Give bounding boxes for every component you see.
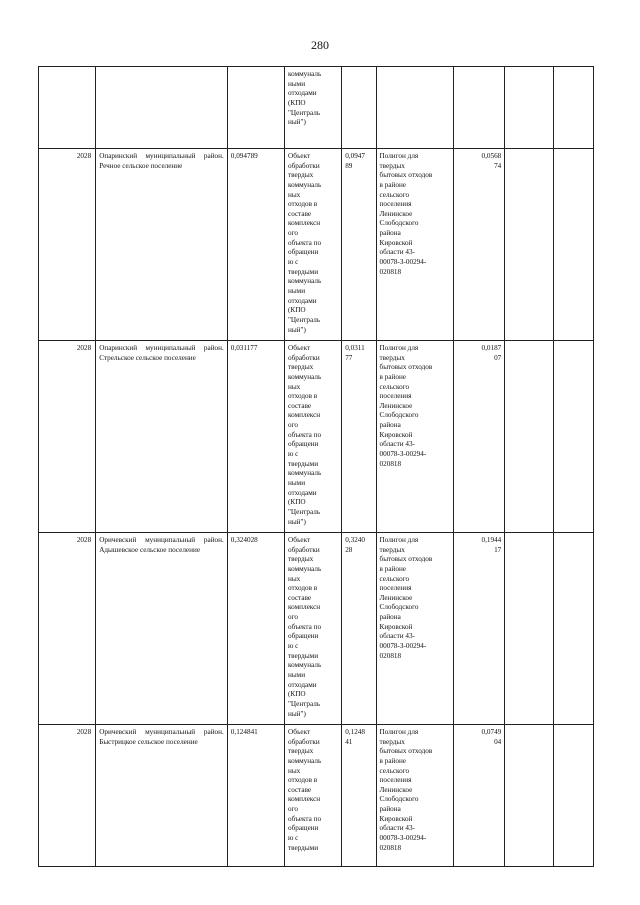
table-row-continuation	[39, 67, 594, 149]
cell-year: 2028	[39, 149, 96, 341]
cell-year: 2028	[39, 533, 96, 725]
cell-destination: Полигон для твердых бытовых отходов в районе сельского поселения Ленинское Слободского района Кировской области 43- 00078-З-00294- 020818	[376, 533, 453, 725]
cell-object: Объект обработки твердых коммуналь ных отходов в составе комплексн ого объекта по обращени ю с твердыми	[285, 725, 342, 867]
cell-empty-2	[553, 149, 593, 341]
cell-destination: Полигон для твердых бытовых отходов в районе сельского поселения Ленинское Слободского района Кировской области 43- 00078-З-00294- 020818	[376, 149, 453, 341]
cell-destination: Полигон для твердых бытовых отходов в районе сельского поселения Ленинское Слободского района Кировской области 43- 00078-З-00294- 020818	[376, 341, 453, 533]
cell-empty-1	[505, 67, 554, 149]
cell-territory	[96, 67, 228, 149]
cell-object: Объект обработки твердых коммуналь ных отходов в составе комплексн ого объекта по обращени ю с твердыми коммуналь ными отходами (КПО "Централь ный")	[285, 533, 342, 725]
cell-destination	[376, 67, 453, 149]
cell-received: 0,1248 41	[342, 725, 376, 867]
cell-empty-1	[505, 149, 554, 341]
cell-volume: 0,124841	[227, 725, 284, 867]
cell-object: Объект обработки твердых коммуналь ных отходов в составе комплексн ого объекта по обращени ю с твердыми коммуналь ными отходами (КПО "Централь ный")	[285, 341, 342, 533]
cell-territory: Опаринский муниципальный район. Речное сельское поселение	[96, 149, 228, 341]
cell-destination: Полигон для твердых бытовых отходов в районе сельского поселения Ленинское Слободского района Кировской области 43- 00078-З-00294- 020818	[376, 725, 453, 867]
cell-volume: 0,031177	[227, 341, 284, 533]
table-row	[39, 149, 594, 341]
cell-received: 0,0947 89	[342, 149, 376, 341]
cell-year	[39, 67, 96, 149]
cell-sent	[453, 67, 504, 149]
cell-empty-2	[553, 725, 593, 867]
cell-empty-2	[553, 533, 593, 725]
cell-year: 2028	[39, 725, 96, 867]
table-row	[39, 533, 594, 725]
cell-sent: 0,0187 07	[453, 341, 504, 533]
cell-year: 2028	[39, 341, 96, 533]
cell-volume	[227, 67, 284, 149]
cell-object: Объект обработки твердых коммуналь ных отходов в составе комплексн ого объекта по обращени ю с твердыми коммуналь ными отходами (КПО "Централь ный")	[285, 149, 342, 341]
cell-sent: 0,0568 74	[453, 149, 504, 341]
cell-empty-2	[553, 341, 593, 533]
cell-territory: Опаринский муниципальный район. Стрельское сельское поселение	[96, 341, 228, 533]
cell-empty-1	[505, 341, 554, 533]
cell-volume: 0,094789	[227, 149, 284, 341]
cell-object: коммуналь ными отходами (КПО "Централь ный")	[285, 67, 342, 149]
page-number: 280	[311, 38, 329, 52]
cell-empty-1	[505, 533, 554, 725]
cell-sent: 0,1944 17	[453, 533, 504, 725]
cell-empty-1	[505, 725, 554, 867]
cell-territory: Оричевский муниципальный район. Быстрицкое сельское поселение	[96, 725, 228, 867]
cell-received: 0,0311 77	[342, 341, 376, 533]
waste-flow-table	[38, 66, 594, 867]
cell-received: 0,3240 28	[342, 533, 376, 725]
table-row	[39, 341, 594, 533]
cell-territory: Оричевский муниципальный район. Адышевское сельское поселение	[96, 533, 228, 725]
cell-received	[342, 67, 376, 149]
cell-sent: 0,0749 04	[453, 725, 504, 867]
cell-empty-2	[553, 67, 593, 149]
cell-volume: 0,324028	[227, 533, 284, 725]
table-row	[39, 725, 594, 867]
